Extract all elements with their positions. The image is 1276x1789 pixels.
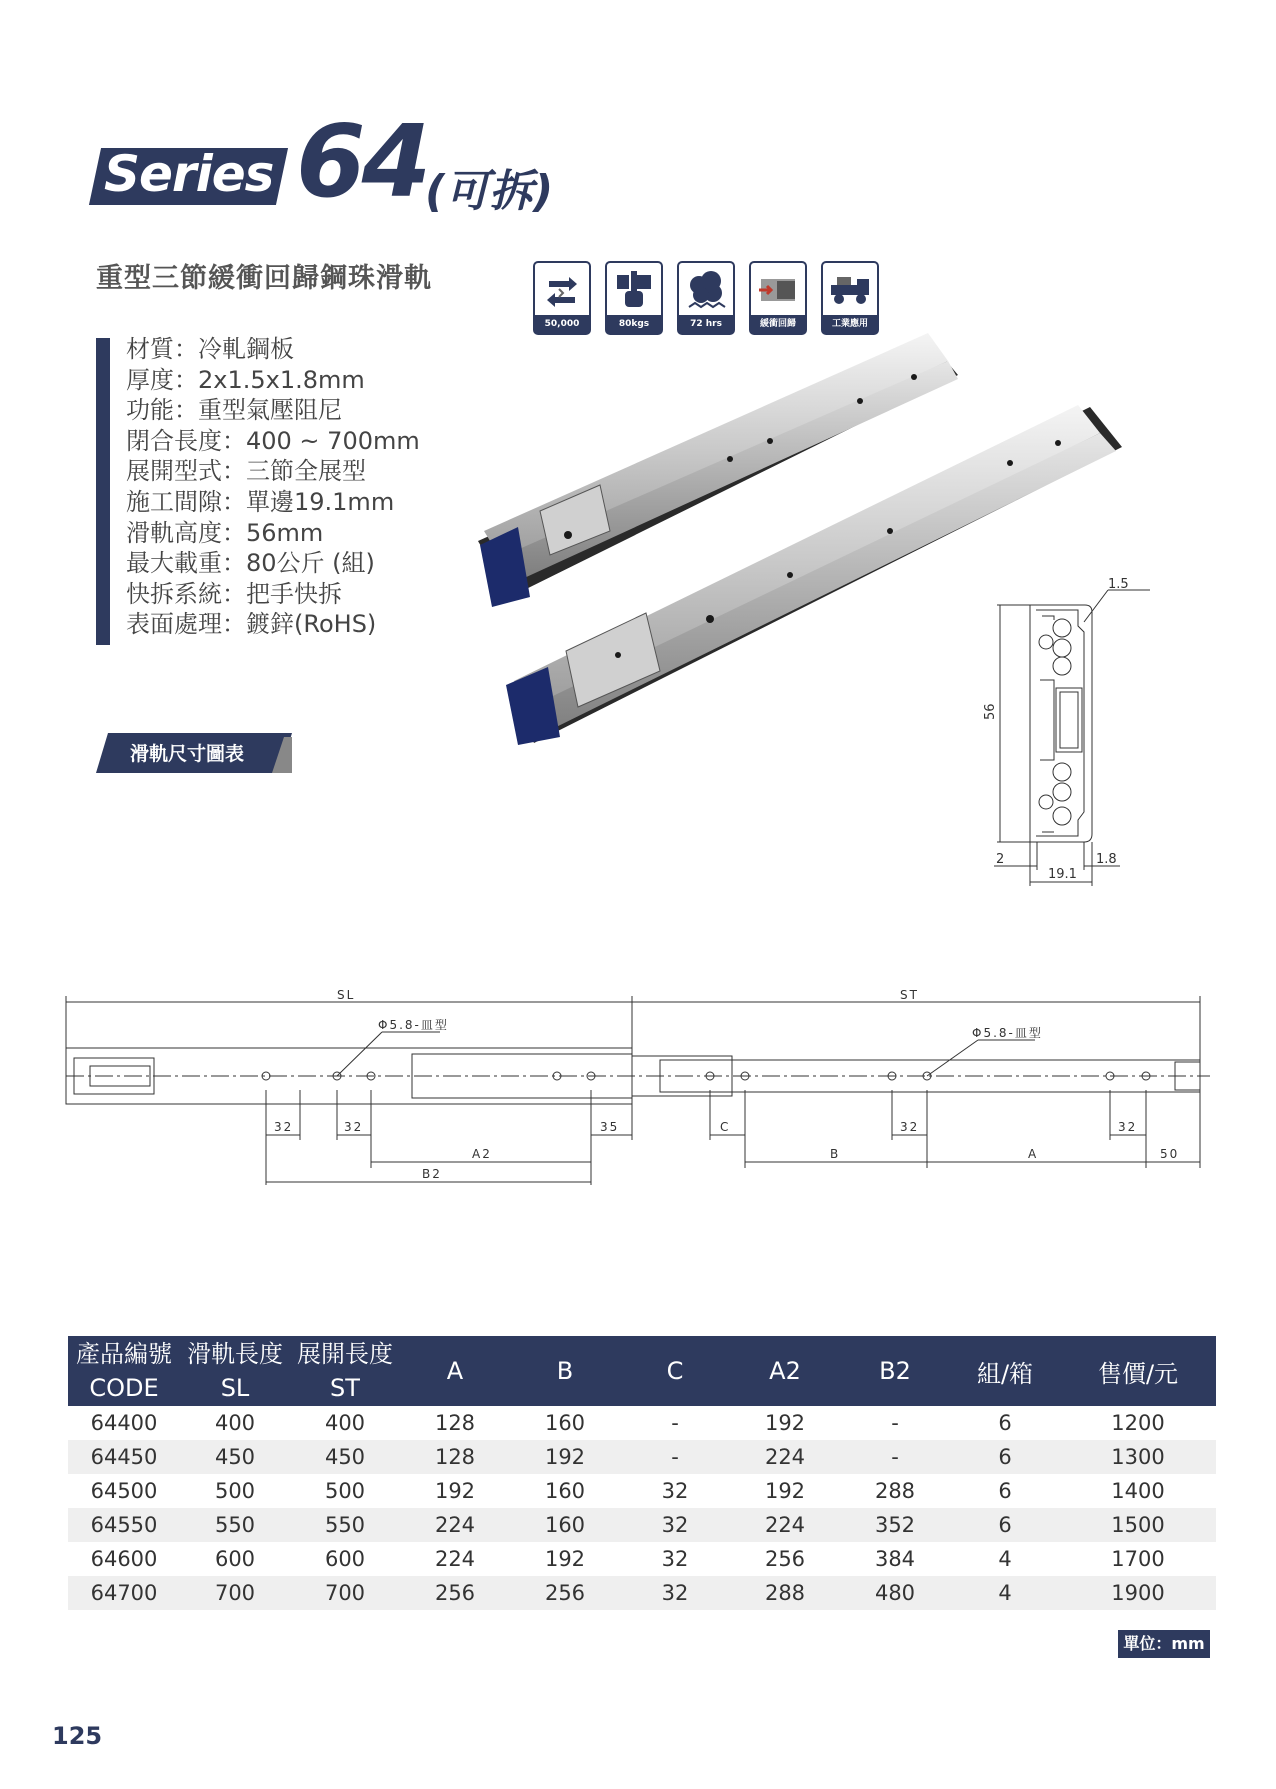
salt-spray-icon: [677, 261, 735, 335]
hole-note-right: Φ5.8-皿型: [972, 1026, 1043, 1040]
table-cell: 64400: [90, 1411, 158, 1435]
table-cell: 1200: [1111, 1411, 1165, 1435]
col-c: C: [620, 1336, 730, 1406]
table-cell: 550: [180, 1508, 290, 1542]
table-cell: 64500: [90, 1479, 158, 1503]
dim-b2: B2: [422, 1167, 442, 1181]
table-cell: 224: [400, 1508, 510, 1542]
industrial-icon: [821, 261, 879, 335]
series-label: Series: [104, 145, 274, 203]
table-cell: 32: [620, 1508, 730, 1542]
table-cell: 500: [214, 1479, 256, 1503]
table-cell: 192: [764, 1411, 806, 1435]
table-cell: 400: [214, 1411, 256, 1435]
section-tag: [96, 733, 292, 773]
table-cell: 64600: [90, 1547, 158, 1571]
table-cell: -: [620, 1440, 730, 1474]
spec-thickness: 厚度：2x1.5x1.8mm: [126, 365, 365, 394]
table-cell: 64550: [68, 1508, 180, 1542]
table-cell: 160: [544, 1479, 586, 1503]
hole-note-left: Φ5.8-皿型: [378, 1018, 449, 1032]
col-price: 售價/元: [1060, 1336, 1216, 1406]
table-cell: 192: [544, 1547, 586, 1571]
spec-table: [68, 1336, 1216, 1610]
col-per-box: 組/箱: [950, 1336, 1060, 1406]
table-cell: 224: [434, 1547, 476, 1571]
table-cell: 256: [510, 1576, 620, 1610]
dim-32-c: 32: [900, 1120, 920, 1134]
product-subtitle: 重型三節緩衝回歸鋼珠滑軌: [96, 263, 432, 294]
table-cell: 256: [764, 1547, 806, 1571]
dim-32-d: 32: [1118, 1120, 1138, 1134]
table-row: [68, 1406, 1216, 1440]
table-cell: 500: [324, 1479, 366, 1503]
table-cell: 32: [661, 1479, 689, 1503]
col-b2: B2: [840, 1336, 950, 1406]
dim-width: 19.1: [1048, 867, 1077, 882]
table-cell: 64450: [68, 1440, 180, 1474]
table-cell: 700: [290, 1576, 400, 1610]
cycles-icon: [533, 261, 591, 347]
table-cell: 400: [324, 1411, 366, 1435]
spec-material: 材質：冷軋鋼板: [126, 335, 294, 363]
icon-label: 80kgs: [607, 315, 661, 333]
dim-a: A: [1028, 1147, 1039, 1161]
table-row: [68, 1508, 1216, 1542]
dim-left: 2: [996, 852, 1005, 867]
spec-function: 功能：重型氣壓阻尼: [126, 396, 342, 425]
table-cell: 160: [544, 1411, 586, 1435]
cross-section-drawing: [980, 577, 1160, 900]
series-number: 64: [296, 103, 428, 220]
spec-height: 滑軌高度：56mm: [126, 518, 324, 547]
table-cell: 6: [950, 1508, 1060, 1542]
table-cell: 32: [620, 1576, 730, 1610]
table-cell: 384: [874, 1547, 916, 1571]
dim-32-b: 32: [344, 1120, 364, 1134]
table-row: [68, 1576, 1216, 1610]
dim-right: 1.8: [1096, 852, 1117, 867]
col-st: 展開長度 ST: [290, 1336, 400, 1406]
col-b: B: [510, 1336, 620, 1406]
table-header-row: [68, 1336, 1216, 1406]
table-cell: -: [840, 1440, 950, 1474]
dim-35: 35: [600, 1120, 620, 1134]
icon-label: 緩衝回歸: [751, 315, 805, 333]
table-cell: 192: [510, 1440, 620, 1474]
table-cell: 600: [214, 1547, 256, 1571]
page-number: 125: [52, 1722, 103, 1750]
table-cell: -: [671, 1411, 679, 1435]
dim-32-a: 32: [274, 1120, 294, 1134]
col-a: A: [400, 1336, 510, 1406]
table-cell: 480: [840, 1576, 950, 1610]
dim-height: 56: [983, 703, 998, 720]
section-tag-label: 滑軌尺寸圖表: [130, 743, 245, 765]
col-a2: A2: [730, 1336, 840, 1406]
table-cell: -: [891, 1411, 899, 1435]
table-cell: 256: [400, 1576, 510, 1610]
table-cell: 64700: [68, 1576, 180, 1610]
col-code: 產品編號 CODE: [68, 1336, 180, 1406]
dim-st: ST: [900, 988, 919, 1002]
table-cell: 6: [998, 1479, 1012, 1503]
table-cell: 224: [730, 1508, 840, 1542]
table-cell: 224: [730, 1440, 840, 1474]
spec-finish: 表面處理：鍍鋅(RoHS): [126, 610, 377, 639]
table-cell: 6: [950, 1440, 1060, 1474]
table-cell: 700: [180, 1576, 290, 1610]
dim-50: 50: [1160, 1147, 1180, 1161]
table-cell: 1400: [1111, 1479, 1165, 1503]
series-suffix: (可拆): [425, 166, 554, 217]
side-dimension-drawing: [60, 990, 1220, 1200]
table-row: [68, 1474, 1216, 1508]
table-cell: 550: [290, 1508, 400, 1542]
load-icon: [605, 261, 663, 335]
table-cell: 6: [998, 1411, 1012, 1435]
table-cell: 600: [324, 1547, 366, 1571]
table-cell: 1900: [1060, 1576, 1216, 1610]
unit-badge: 單位：mm: [1118, 1630, 1210, 1658]
table-cell: 32: [661, 1547, 689, 1571]
dim-a2: A2: [472, 1147, 492, 1161]
table-cell: 1500: [1060, 1508, 1216, 1542]
table-cell: 160: [510, 1508, 620, 1542]
table-cell: 450: [290, 1440, 400, 1474]
spec-extension: 展開型式：三節全展型: [126, 457, 366, 486]
spec-quick-release: 快拆系統：把手快拆: [126, 579, 342, 608]
table-cell: 4: [998, 1547, 1012, 1571]
col-sl: 滑軌長度 SL: [180, 1336, 290, 1406]
spec-closed-length: 閉合長度：400 ~ 700mm: [126, 426, 420, 455]
table-cell: 288: [874, 1479, 916, 1503]
spec-max-load: 最大載重：80公斤 (組): [126, 549, 375, 578]
table-cell: 1300: [1060, 1440, 1216, 1474]
dim-b: B: [830, 1147, 841, 1161]
icon-label: 72 hrs: [679, 315, 733, 333]
soft-close-icon: [749, 261, 807, 335]
spec-accent-bar: [96, 338, 110, 645]
spec-clearance: 施工間隙：單邊19.1mm: [126, 487, 395, 516]
dim-top: 1.5: [1108, 577, 1129, 592]
table-cell: 192: [764, 1479, 806, 1503]
dim-sl: SL: [337, 988, 356, 1002]
table-row: [68, 1542, 1216, 1576]
table-cell: 352: [840, 1508, 950, 1542]
table-cell: 4: [950, 1576, 1060, 1610]
table-cell: 450: [180, 1440, 290, 1474]
table-cell: 1700: [1111, 1547, 1165, 1571]
table-row: [68, 1440, 1216, 1474]
spec-list: [126, 334, 420, 640]
dim-c: C: [720, 1120, 731, 1134]
table-cell: 288: [730, 1576, 840, 1610]
table-cell: 192: [434, 1479, 476, 1503]
table-cell: 128: [400, 1440, 510, 1474]
icon-label: 工業應用: [823, 315, 877, 333]
table-cell: 128: [434, 1411, 476, 1435]
icon-label: 50,000 times: [535, 315, 589, 333]
